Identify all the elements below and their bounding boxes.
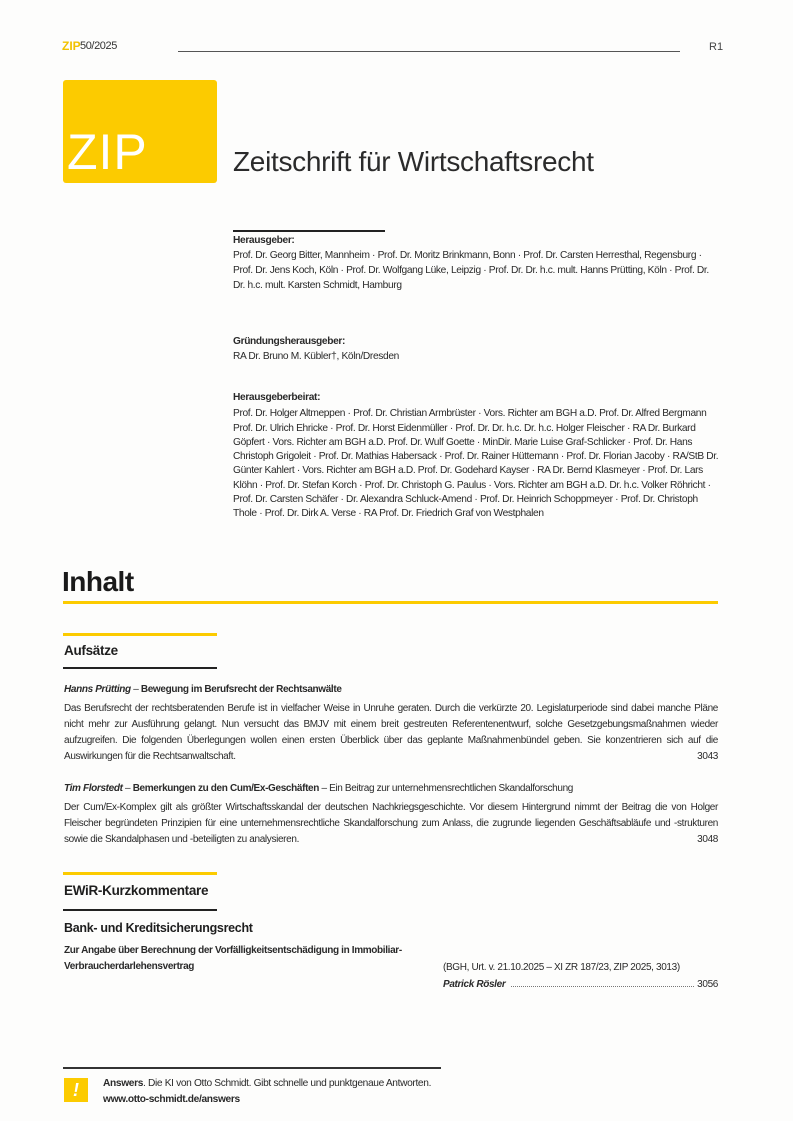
article-title: Bewegung im Berufsrecht der Rechtsanwälte — [140, 684, 342, 695]
ewir-entry-title[interactable]: Zur Angabe über Berechnung der Vorfälligkeitsentschädigung in Immobiliar-Verbraucherdarlehensvertrag — [64, 945, 402, 972]
article-author: Hanns Prütting — [64, 684, 131, 695]
footer-ad — [103, 1076, 431, 1108]
exclamation-icon: ! — [64, 1078, 88, 1102]
contents-heading: Inhalt — [62, 566, 134, 597]
article-author: Tim Florstedt — [64, 783, 123, 794]
leader-dots — [511, 986, 694, 987]
section-rule-black — [63, 667, 217, 669]
footer-text: . Die KI von Otto Schmidt. Gibt schnelle und punktgenaue Antworten. — [143, 1078, 432, 1089]
editors-heading: Herausgeber: — [233, 235, 295, 246]
header-issue: 50/2025 — [80, 40, 117, 52]
section-heading-ewir: EWiR-Kurzkommentare — [64, 883, 209, 898]
journal-title: Zeitschrift für Wirtschaftsrecht — [233, 146, 594, 177]
ewir-author: Patrick Rösler — [443, 979, 506, 990]
section-heading-aufsaetze: Aufsätze — [64, 643, 118, 658]
section-rule-yellow — [63, 872, 217, 875]
ewir-entry-meta — [443, 959, 718, 993]
contents-rule — [63, 601, 718, 604]
article-abstract: Der Cum/Ex-Komplex gilt als größter Wirtschaftsskandal der deutschen Nachkriegsgeschichte. Vor diesem Hintergrund nimmt der Beitrag die von Holger Fleischer begründeten Prinzipien für eine unternehmensrechtliche Skandalforschung zum Anlass, die zugrunde liegenden Geschäftsabläufe und -strukturen sowie die Skandalphasen und -beteiligten zu analysieren. — [64, 802, 718, 845]
header-brand: ZIP — [62, 39, 81, 53]
article-abstract: Das Berufsrecht der rechtsberatenden Berufe ist in vielfacher Weise in Unruhe geraten. Durch die verkürzte 20. Legislaturperiode sind dabei manche Pläne nicht mehr zur Ausführung gelangt. Nun versucht das BMJV mit einem breit gestreuten Referentenentwurf, solche Gesetzgebungsmaßnahmen wieder aufzugreifen. Die folgenden Überlegungen wollen einen ersten Überblick über das geplante Maßnahmenbündel geben. Sie konzentrieren sich auf die Auswirkungen für die Rechtsanwaltschaft. — [64, 703, 718, 762]
dash: – — [122, 783, 133, 794]
article-page: 3048 — [694, 832, 718, 848]
footer-brand: Answers — [103, 1078, 144, 1089]
board-list: Prof. Dr. Holger Altmeppen · Prof. Dr. Christian Armbrüster · Vors. Richter am BGH a.D. Prof. Dr. Alfred Bergmann Prof. Dr. Ulrich Ehricke · Prof. Dr. Horst Eidenmüller · Prof. Dr. Dr. h.c. Dr. h.c. Holger Fleischer · RA Dr. Burkard Göpfert · Vors. Richter am BGH a.D. Prof. Dr. Wulf Goette · MinDir. Marie Luise Graf-Schlicker · Prof. Dr. Hans Christoph Grigoleit · Prof. Dr. Mathias Habersack · Prof. Dr. Rainer Hüttemann · Prof. Dr. Florian Jacoby · RA/StB Dr. Günter Kahlert · Vors. Richter am BGH a.D. Prof. Dr. Godehard Kayser · RA Dr. Bernd Klasmeyer · Prof. Dr. Lars Klöhn · Prof. Dr. Stefan Korch · Prof. Dr. Christoph G. Paulus · Vors. Richter am BGH a.D. Dr. h.c. Volker Röhricht · Prof. Dr. Carsten Schäfer · Dr. Alexandra Schluck-Amend · Prof. Dr. Heinrich Schoppmeyer · Prof. Dr. Christoph Thole · Prof. Dr. Dirk A. Verse · RA Prof. Dr. Friedrich Graf von Westphalen — [233, 408, 719, 520]
zip-logo — [63, 80, 217, 183]
editors-block — [233, 233, 723, 293]
footer-rule — [63, 1067, 441, 1069]
logo-text: ZIP — [67, 124, 148, 180]
founder-heading: Gründungsherausgeber: — [233, 336, 346, 347]
section-rule-yellow — [63, 633, 217, 636]
article-subtitle: – Ein Beitrag zur unternehmensrechtlichen Skandalforschung — [319, 783, 573, 794]
ewir-citation: (BGH, Urt. v. 21.10.2025 – XI ZR 187/23, ZIP 2025, 3013) — [443, 962, 680, 973]
board-heading: Herausgeberbeirat: — [233, 392, 321, 403]
header-rule — [178, 51, 680, 52]
subsection-heading: Bank- und Kreditsicherungsrecht — [64, 921, 253, 935]
article-page: 3043 — [694, 749, 718, 765]
section-rule-black — [63, 909, 217, 911]
page-number: R1 — [709, 41, 724, 53]
ewir-page: 3056 — [697, 979, 718, 990]
article-pruetting[interactable] — [64, 682, 718, 765]
article-florstedt[interactable] — [64, 781, 718, 848]
founder-name: RA Dr. Bruno M. Kübler†, Köln/Dresden — [233, 351, 399, 362]
founder-block — [233, 334, 723, 364]
dash: – — [130, 684, 141, 695]
board-block — [233, 391, 723, 522]
title-separator — [233, 230, 385, 232]
footer-link[interactable]: www.otto-schmidt.de/answers — [103, 1094, 240, 1105]
article-title: Bemerkungen zu den Cum/Ex-Geschäften — [132, 783, 320, 794]
editors-list: Prof. Dr. Georg Bitter, Mannheim · Prof. Dr. Moritz Brinkmann, Bonn · Prof. Dr. Carsten Herresthal, Regensburg · Prof. Dr. Jens Koch, Köln · Prof. Dr. Wolfgang Lüke, Leipzig · Prof. Dr. Dr. h.c. mult. Hanns Prütting, Köln · Prof. Dr. Dr. h.c. mult. Karsten Schmidt, Hamburg — [233, 250, 709, 291]
